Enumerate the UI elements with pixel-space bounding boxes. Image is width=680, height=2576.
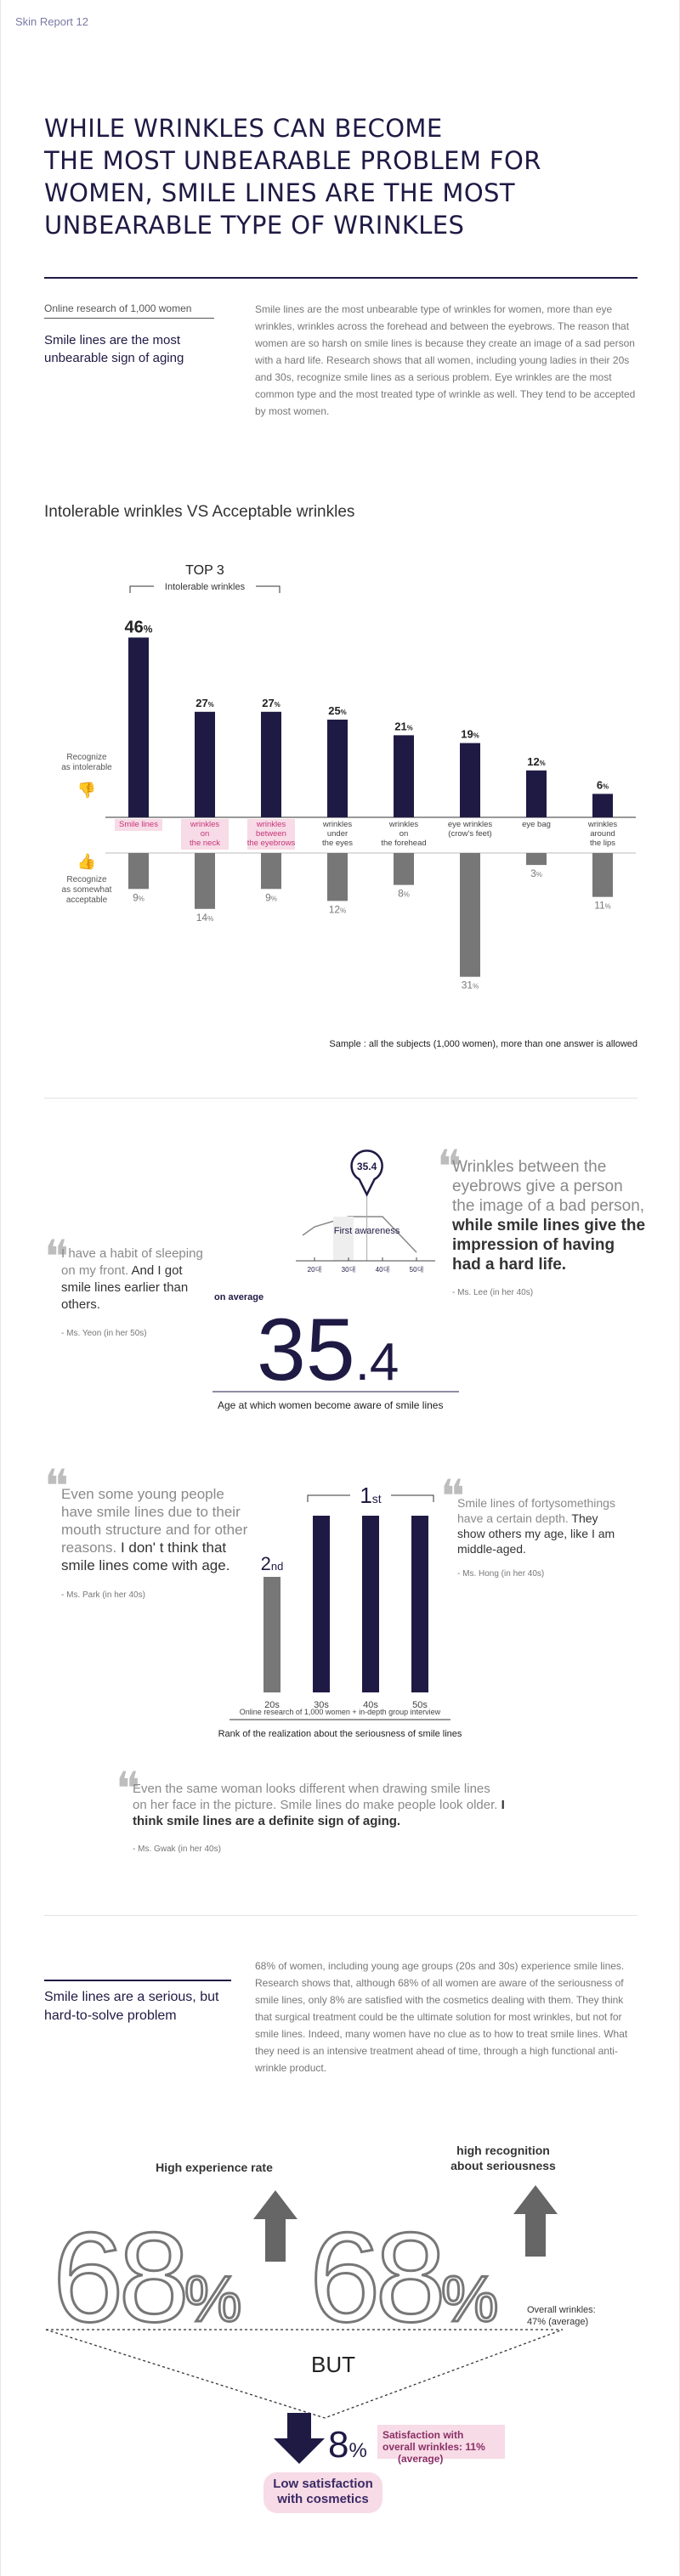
arrow-up-icon: [253, 2190, 298, 2262]
thumbs-up-icon: 👍: [76, 853, 97, 870]
quote-icon: ❝: [437, 1140, 462, 1194]
value-label: 19%: [461, 727, 479, 741]
stat-value: 68%: [309, 2206, 494, 2348]
intro-body: Smile lines are the most unbearable type of wrinkles for women, more than eye wrinkles, wrinkles across the forehead and between the eyebrows. The reason that women are so harsh on smile lines is because they create an image of a sad person with a hard life. Research shows that all women, including young ladies in their 20s and 30s, recognize smile lines as a serious problem. Eye wrinkles are the most common type and the most treated type of wrinkle as well. They tend to be accepted by most women.: [255, 303, 636, 417]
bar-intolerable: [460, 743, 480, 817]
x-tick-label: 20s: [264, 1700, 280, 1710]
bar-acceptable: [526, 853, 547, 865]
headline-line: THE MOST UNBEARABLE PROBLEM FOR: [44, 146, 541, 175]
quote-signature: - Ms. Lee (in her 40s): [452, 1288, 534, 1297]
bar-acceptable: [394, 853, 414, 885]
quote-emphasis: They show others my age, like I am middle-aged.: [457, 1511, 615, 1556]
top3-sublabel: Intolerable wrinkles: [164, 582, 246, 592]
quote-emphasis: while smile lines give the impression of having had a hard life.: [452, 1217, 646, 1274]
awareness-band: [333, 1217, 354, 1261]
bar-intolerable: [592, 794, 613, 817]
value-label: 9%: [133, 891, 144, 904]
value-label: 27%: [196, 696, 214, 709]
quote-text: Even the same woman looks different when drawing smile lines on her face in the picture. Smile lines do make people look older.: [133, 1782, 498, 1812]
bar-acceptable: [195, 853, 215, 909]
bar-intolerable: [394, 735, 414, 817]
value-label: 12%: [527, 754, 546, 768]
quote-lee: [452, 1157, 648, 1302]
rank-label: 1st: [360, 1483, 382, 1508]
quote-emphasis: And I got smile lines earlier than others.: [61, 1263, 189, 1312]
category-label: wrinkles under the eyes: [322, 820, 353, 848]
quote-hong: [457, 1495, 627, 1582]
stat-value: 8%: [328, 2424, 367, 2466]
value-label: 8%: [398, 887, 410, 900]
intro-summary: Smile lines are the most unbearable sign of aging: [44, 333, 184, 365]
headline-line: WOMEN, SMILE LINES ARE THE MOST: [44, 178, 515, 207]
value-label: 9%: [265, 891, 277, 904]
rank-bar: [313, 1516, 330, 1692]
value-label: 46%: [124, 618, 153, 637]
stat-note: Overall wrinkles: 47% (average): [527, 2305, 596, 2327]
value-label: 21%: [394, 720, 413, 733]
category-label: wrinkles on the forehead: [381, 820, 427, 848]
headline-line: WHILE WRINKLES CAN BECOME: [44, 114, 443, 143]
average-value: 35.4: [257, 1301, 400, 1399]
report-label: Skin Report 12: [15, 15, 88, 28]
bar-acceptable: [460, 853, 480, 977]
stat-value: 68%: [53, 2206, 237, 2348]
stats-graphic: [44, 2124, 639, 2532]
x-tick-label: 40대: [375, 1266, 390, 1274]
chart-note: Sample : all the subjects (1,000 women), more than one answer is allowed: [329, 1039, 638, 1049]
rank-bar: [264, 1577, 280, 1692]
top3-label: TOP 3: [185, 563, 224, 578]
bar-acceptable: [128, 853, 149, 889]
quote-icon: ❝: [440, 1470, 466, 1523]
quote-icon: ❝: [44, 1230, 70, 1284]
bar-acceptable: [261, 853, 281, 889]
quote-gwak: [133, 1781, 507, 1857]
divider: [44, 1098, 638, 1099]
stat-label: High experience rate: [156, 2161, 273, 2174]
quote-icon: ❝: [116, 1762, 141, 1816]
value-label: 25%: [328, 704, 347, 717]
x-tick-label: 40s: [363, 1700, 378, 1710]
quote-signature: - Ms. Gwak (in her 40s): [133, 1844, 221, 1854]
section3-summary: Smile lines are a serious, but hard-to-solve problem: [44, 1980, 231, 2025]
quote-emphasis: I don' t think that smile lines come with age.: [61, 1539, 230, 1573]
quote-text: Smile lines of fortysomethings have a certain depth.: [457, 1496, 615, 1525]
category-label: wrinkles on the neck: [190, 820, 220, 848]
divider: [44, 1915, 638, 1916]
category-label: Smile lines: [119, 820, 158, 829]
quote-text: Wrinkles between the eyebrows give a person the image of a bad person,: [452, 1158, 645, 1215]
quote-yeon: [61, 1246, 206, 1342]
stat-note: Satisfaction with overall wrinkles: 11% (average): [382, 2429, 485, 2465]
marker-value: 35.4: [356, 1161, 377, 1172]
quote-signature: - Ms. Hong (in her 40s): [457, 1569, 545, 1579]
chart-title: Rank of the realization about the seriousness of smile lines: [218, 1729, 462, 1739]
value-label: 31%: [461, 979, 479, 991]
wrinkle-chart: [44, 552, 639, 1062]
quote-text: I have a habit of sleeping on my front.: [61, 1246, 203, 1278]
location-pin-icon: [352, 1150, 382, 1195]
bar-intolerable: [195, 712, 215, 817]
thumbs-down-icon: 👎: [76, 782, 97, 799]
section3-body: 68% of women, including young age groups (20s and 30s) experience smile lines. Research shows that, although 68% of all women are aware of the seriousness of smile lines, only 8% are satisfied with the cosmetics dealing with them. They think that surgical treatment could be the ultimate solution for most wrinkles, but not for smile lines. Indeed, many women have no clue as to how to treat smile lines. What they need is an intensive treatment ahead of time, through a high functional anti-wrinkle product.: [255, 1960, 628, 2074]
category-label: wrinkles between the eyebrows: [246, 820, 296, 848]
value-label: 12%: [328, 903, 347, 916]
bar-intolerable: [526, 771, 547, 817]
value-label: 6%: [596, 778, 609, 792]
research-label: Online research of 1,000 women: [44, 302, 214, 319]
quote-icon: ❝: [44, 1460, 70, 1513]
legend-acceptable-label: Recognize as somewhat acceptable: [61, 875, 112, 905]
bar-intolerable: [327, 720, 348, 817]
rank-bar: [362, 1516, 379, 1692]
section1-title: Intolerable wrinkles VS Acceptable wrinkles: [44, 503, 355, 521]
headline: [44, 112, 639, 241]
bar-intolerable: [128, 637, 149, 817]
category-label: eye wrinkles (crow's feet): [447, 820, 493, 839]
x-tick-label: 20대: [307, 1266, 322, 1274]
bar-intolerable: [261, 712, 281, 817]
headline-line: UNBEARABLE TYPE OF WRINKLES: [44, 211, 465, 240]
quote-text: Even some young people have smile lines due to their mouth structure and for other reasons.: [61, 1486, 248, 1556]
average-label: on average: [214, 1292, 264, 1302]
value-label: 11%: [594, 899, 611, 912]
quote-signature: - Ms. Yeon (in her 50s): [61, 1329, 147, 1338]
arrow-up-icon: [513, 2185, 558, 2257]
rank-label: 2nd: [260, 1553, 284, 1574]
chart-source: Online research of 1,000 women + in-depth group interview: [239, 1708, 441, 1716]
bar-acceptable: [327, 853, 348, 901]
rank-bar: [411, 1516, 428, 1692]
value-label: 14%: [196, 911, 214, 924]
marker-label: First awareness: [333, 1226, 400, 1236]
bar-acceptable: [592, 853, 613, 897]
value-label: 3%: [530, 867, 542, 880]
arrow-down-icon: [274, 2413, 325, 2464]
legend-intolerable-label: Recognize as intolerable: [61, 753, 112, 772]
value-label: 27%: [262, 696, 280, 709]
x-tick-label: 30s: [314, 1700, 329, 1710]
stat-label: Low satisfaction with cosmetics: [273, 2477, 373, 2506]
headline-rule: [44, 277, 638, 279]
category-label: wrinkles around the lips: [587, 820, 618, 848]
x-tick-label: 30대: [341, 1266, 356, 1274]
quote-signature: - Ms. Park (in her 40s): [61, 1590, 145, 1600]
x-tick-label: 50대: [409, 1266, 424, 1274]
chart-title: Age at which women become aware of smile lines: [218, 1399, 444, 1411]
quote-emphasis: I think smile lines are a definite sign of aging.: [133, 1798, 505, 1828]
x-tick-label: 50s: [412, 1700, 428, 1710]
stat-label: high recognition about seriousness: [450, 2144, 556, 2172]
category-label: eye bag: [522, 820, 551, 829]
rank-chart: [204, 1470, 476, 1750]
but-label: BUT: [311, 2352, 355, 2377]
